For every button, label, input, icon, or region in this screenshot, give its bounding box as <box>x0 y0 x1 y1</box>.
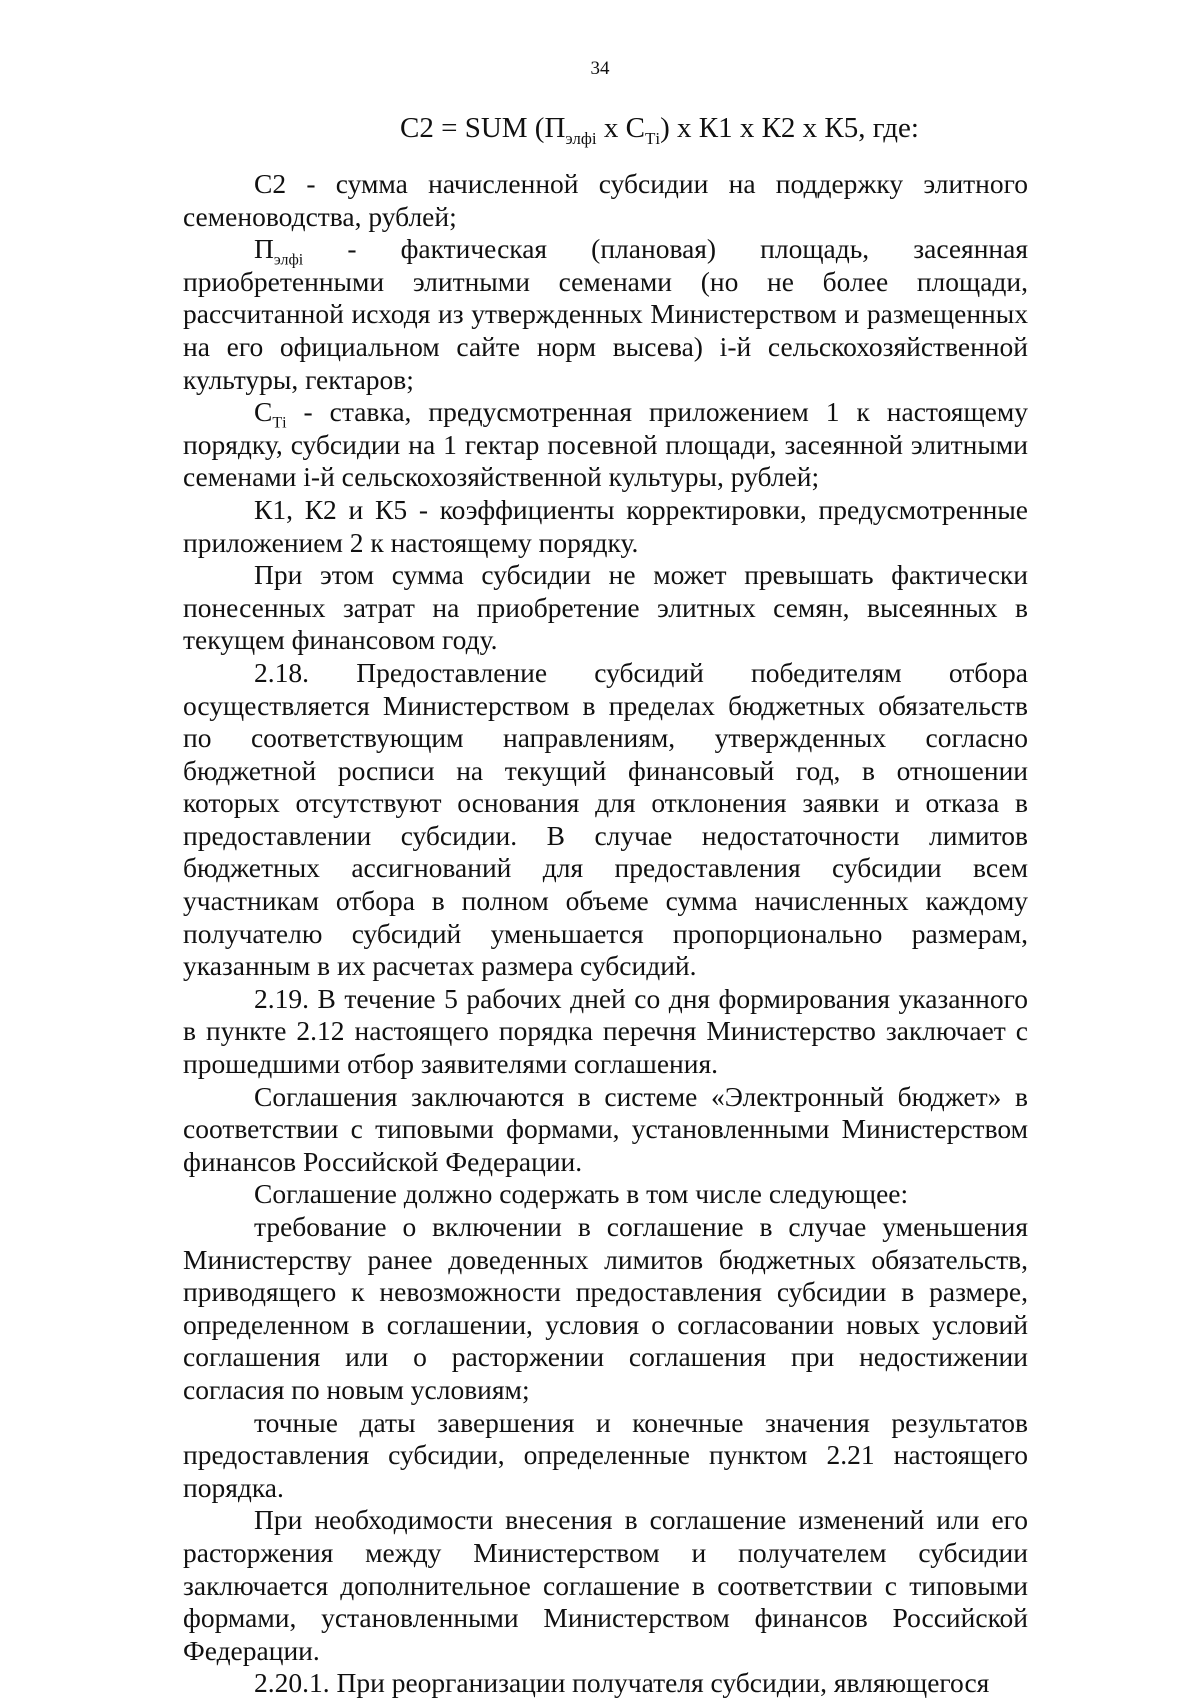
paragraph-subsidy-limit: При этом сумма субсидии не может превышать фактически понесенных затрат на приобретение элитных семян, высеянных в текущем финансовом году. <box>183 559 1028 656</box>
formula-subscript-rate: Тi <box>644 128 661 148</box>
paragraph-rate-definition <box>183 396 1028 494</box>
area-symbol: П <box>254 233 274 265</box>
paragraph-2-20-1: 2.20.1. При реорганизации получателя субсидии, являющегося <box>254 1667 990 1699</box>
area-definition-text: - фактическая (плановая) площадь, засеянная приобретенными элитными семенами (но не более площади, рассчитанной исходя из утвержденных Министерством и размещенных на его официальном сайте норм высева) i-й сельскохозяйственной культуры, гектаров; <box>183 233 1028 395</box>
paragraph-exact-dates: точные даты завершения и конечные значения результатов предоставления субсидии, определенные пунктом 2.21 настоящего порядка. <box>183 1406 1028 1503</box>
area-symbol-subscript: элфi <box>273 251 304 269</box>
paragraph-agreement-contents: Соглашение должно содержать в том числе следующее: <box>254 1178 909 1210</box>
paragraph-c2-definition: С2 - сумма начисленной субсидии на поддержку элитного семеноводства, рублей; <box>183 168 1028 232</box>
paragraph-agreements-system: Соглашения заключаются в системе «Электронный бюджет» в соответствии с типовыми формами, установленными Министерством финансов Российской Федерации. <box>183 1080 1028 1177</box>
paragraph-area-definition <box>183 233 1028 396</box>
paragraph-2-19: 2.19. В течение 5 рабочих дней со дня формирования указанного в пункте 2.12 настоящего порядка перечня Министерство заключает с прошедшими отбор заявителями соглашения. <box>183 982 1028 1080</box>
paragraph-coefficients: К1, К2 и К5 - коэффициенты корректировки, предусмотренные приложением 2 к настоящему порядку. <box>183 493 1028 558</box>
rate-symbol-subscript: Тi <box>272 414 287 432</box>
formula-lhs: С2 = SUM (П <box>400 112 566 144</box>
page-number: 34 <box>590 58 610 79</box>
rate-definition-text: - ставка, предусмотренная приложением 1 к настоящему порядку, субсидии на 1 гектар посевной площади, засеянной элитными семенами i-й сельскохозяйственной культуры, рублей; <box>183 396 1028 493</box>
formula-rest: ) x К1 x К2 x К5, где: <box>660 112 919 144</box>
paragraph-limits-requirement: требование о включении в соглашение в случае уменьшения Министерству ранее доведенных лимитов бюджетных обязательств, приводящего к невозможности предоставления субсидии в размере, определенном в соглашении, условия о согласовании новых условий соглашения или о расторжении соглашения при недостижении согласия по новым условиям; <box>183 1211 1028 1405</box>
formula-subscript-area: элфi <box>565 128 597 148</box>
paragraph-amendments: При необходимости внесения в соглашение изменений или его расторжения между Министерством и получателем субсидии заключается дополнительное соглашение в соответствии с типовыми формами, установленными Министерством финансов Российской Федерации. <box>183 1504 1028 1666</box>
rate-symbol: С <box>254 396 273 428</box>
paragraph-2-18: 2.18. Предоставление субсидий победителям отбора осуществляется Министерством в пределах бюджетных обязательств по соответствующим направлениям, утвержденных согласно бюджетной росписи на текущий финансовый год, в отношении которых отсутствуют основания для отклонения заявки и отказа в предоставлении субсидии. В случае недостаточности лимитов бюджетных ассигнований для предоставления субсидии всем участникам отбора в полном объеме сумма начисленных каждому получателю субсидий уменьшается пропорционально размерам, указанным в их расчетах размера субсидий. <box>183 656 1028 982</box>
subsidy-formula <box>400 112 960 149</box>
formula-mid: x С <box>596 112 645 144</box>
document-body <box>183 168 1028 1700</box>
